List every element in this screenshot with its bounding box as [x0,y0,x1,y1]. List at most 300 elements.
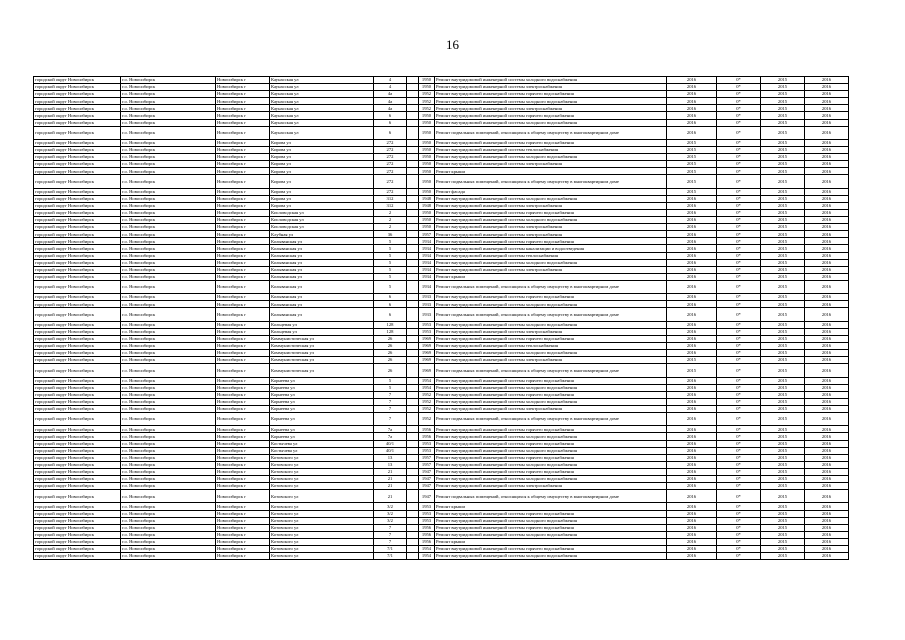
settlement-cell: Новосибирск г [216,357,270,364]
settlement-cell: Новосибирск г [216,405,270,412]
house-cell: 6 [374,119,407,126]
house-cell: 7 [374,538,407,545]
street-cell: Котовского ул [270,510,374,517]
year-cell: 1950 [419,210,435,217]
municipality-cell: городской округ Новосибирск [34,217,121,224]
settlement-cell: Новосибирск г [216,147,270,154]
cost-cell: 0* [717,350,761,357]
work-type-cell: Ремонт подвальных помещений, относящихся к общему имуществу в многоквартирном доме [435,280,667,293]
year-cell: 1934 [419,280,435,293]
house-cell: 6 [374,308,407,321]
period-end-cell: 2016 [805,175,849,188]
street-cell: Котовского ул [270,553,374,560]
period-start-cell: 2015 [761,168,805,175]
year-cell: 1956 [419,426,435,433]
building-cell [407,210,419,217]
house-cell: 128 [374,321,407,328]
year-cell: 1950 [419,217,435,224]
settlement-cell: Новосибирск г [216,161,270,168]
street-cell: Костычева ул [270,440,374,447]
municipality-cell: городской округ Новосибирск [34,105,121,112]
table-row [34,538,849,545]
cost-cell: 0* [717,377,761,384]
street-cell: Кисловодская ул [270,224,374,231]
period-end-cell: 2016 [805,468,849,475]
work-type-cell: Ремонт внутридомовой инженерной системы горячего водоснабжения [435,546,667,553]
period-start-cell: 2015 [761,468,805,475]
settlement-cell: Новосибирск г [216,126,270,139]
period-start-cell: 2015 [761,538,805,545]
year-cell: 1954 [419,553,435,560]
period-end-cell: 2016 [805,161,849,168]
settlement-cell: Новосибирск г [216,468,270,475]
settlement-cell: Новосибирск г [216,210,270,217]
municipality-cell: городской округ Новосибирск [34,328,121,335]
work-type-cell: Ремонт внутридомовой инженерной системы электроснабжения [435,357,667,364]
municipality-cell: городской округ Новосибирск [34,266,121,273]
building-cell [407,328,419,335]
city-district-cell: г.о. Новосибирск [121,294,216,301]
cost-cell: 0* [717,84,761,91]
plan-year-cell: 2016 [667,231,717,238]
municipality-cell: городской округ Новосибирск [34,84,121,91]
city-district-cell: г.о. Новосибирск [121,238,216,245]
work-type-cell: Ремонт внутридомовой инженерной системы холодного водоснабжения [435,531,667,538]
street-cell: Костычева ул [270,447,374,454]
year-cell: 1950 [419,175,435,188]
municipality-cell: городской округ Новосибирск [34,195,121,202]
settlement-cell: Новосибирск г [216,224,270,231]
work-type-cell: Ремонт внутридомовой инженерной системы холодного водоснабжения [435,517,667,524]
plan-year-cell: 2015 [667,168,717,175]
building-cell [407,126,419,139]
street-cell: Котовского ул [270,483,374,490]
city-district-cell: г.о. Новосибирск [121,490,216,503]
work-type-cell: Ремонт внутридомовой инженерной системы электроснабжения [435,328,667,335]
cost-cell: 0* [717,147,761,154]
year-cell: 1950 [419,188,435,195]
settlement-cell: Новосибирск г [216,461,270,468]
plan-year-cell: 2015 [667,147,717,154]
work-type-cell: Ремонт внутридомовой инженерной системы электроснабжения [435,405,667,412]
building-cell [407,308,419,321]
period-end-cell: 2016 [805,105,849,112]
period-end-cell: 2016 [805,335,849,342]
table-row [34,384,849,391]
period-start-cell: 2015 [761,476,805,483]
work-type-cell: Ремонт внутридомовой инженерной системы холодного водоснабжения [435,476,667,483]
plan-year-cell: 2016 [667,335,717,342]
city-district-cell: г.о. Новосибирск [121,377,216,384]
municipality-cell: городской округ Новосибирск [34,280,121,293]
cost-cell: 0* [717,343,761,350]
year-cell: 1952 [419,105,435,112]
plan-year-cell: 2016 [667,98,717,105]
work-type-cell: Ремонт внутридомовой инженерной системы холодного водоснабжения [435,217,667,224]
cost-cell: 0* [717,454,761,461]
period-start-cell: 2015 [761,384,805,391]
period-end-cell: 2016 [805,294,849,301]
house-cell: 26 [374,357,407,364]
work-type-cell: Ремонт внутридомовой инженерной системы холодного водоснабжения [435,195,667,202]
period-start-cell: 2015 [761,398,805,405]
period-start-cell: 2015 [761,510,805,517]
city-district-cell: г.о. Новосибирск [121,301,216,308]
house-cell: 7 [374,398,407,405]
municipality-cell: городской округ Новосибирск [34,391,121,398]
plan-year-cell: 2016 [667,273,717,280]
settlement-cell: Новосибирск г [216,139,270,146]
city-district-cell: г.о. Новосибирск [121,538,216,545]
building-cell [407,553,419,560]
period-end-cell: 2016 [805,461,849,468]
period-start-cell: 2015 [761,259,805,266]
period-end-cell: 2016 [805,343,849,350]
table-row [34,468,849,475]
work-type-cell: Ремонт внутридомовой инженерной системы холодного водоснабжения [435,259,667,266]
house-cell: 272 [374,188,407,195]
settlement-cell: Новосибирск г [216,343,270,350]
house-cell: 26 [374,350,407,357]
year-cell: 1950 [419,139,435,146]
table-row [34,84,849,91]
building-cell [407,476,419,483]
year-cell: 1953 [419,517,435,524]
street-cell: Корнеева ул [270,384,374,391]
work-type-cell: Ремонт внутридомовой инженерной системы горячего водоснабжения [435,377,667,384]
plan-year-cell: 2016 [667,510,717,517]
settlement-cell: Новосибирск г [216,391,270,398]
street-cell: Корнеева ул [270,433,374,440]
settlement-cell: Новосибирск г [216,77,270,84]
table-row [34,357,849,364]
plan-year-cell: 2015 [667,154,717,161]
year-cell: 1934 [419,273,435,280]
work-type-cell: Ремонт внутридомовой инженерной системы теплоснабжения [435,252,667,259]
building-cell [407,294,419,301]
plan-year-cell: 2016 [667,426,717,433]
plan-year-cell: 2016 [667,195,717,202]
building-cell [407,195,419,202]
period-start-cell: 2015 [761,405,805,412]
cost-cell: 0* [717,126,761,139]
municipality-cell: городской округ Новосибирск [34,490,121,503]
work-type-cell: Ремонт внутридомовой инженерной системы горячего водоснабжения [435,440,667,447]
house-cell: 7/1 [374,546,407,553]
settlement-cell: Новосибирск г [216,476,270,483]
building-cell [407,154,419,161]
street-cell: Котовского ул [270,476,374,483]
year-cell: 1957 [419,231,435,238]
street-cell: Колыванская ул [270,252,374,259]
municipality-cell: городской округ Новосибирск [34,531,121,538]
house-cell: 5 [374,238,407,245]
house-cell: 6 [374,112,407,119]
city-district-cell: г.о. Новосибирск [121,503,216,510]
street-cell: Каунасская ул [270,112,374,119]
municipality-cell: городской округ Новосибирск [34,546,121,553]
city-district-cell: г.о. Новосибирск [121,280,216,293]
work-type-cell: Ремонт внутридомовой инженерной системы горячего водоснабжения [435,238,667,245]
plan-year-cell: 2016 [667,517,717,524]
work-type-cell: Ремонт внутридомовой инженерной системы холодного водоснабжения [435,461,667,468]
cost-cell: 0* [717,503,761,510]
period-start-cell: 2015 [761,524,805,531]
building-cell [407,454,419,461]
table-row [34,426,849,433]
plan-year-cell: 2016 [667,77,717,84]
year-cell: 1953 [419,321,435,328]
city-district-cell: г.о. Новосибирск [121,154,216,161]
building-cell [407,147,419,154]
table-row [34,147,849,154]
period-end-cell: 2016 [805,447,849,454]
year-cell: 1947 [419,490,435,503]
municipality-cell: городской округ Новосибирск [34,426,121,433]
house-cell: 312 [374,202,407,209]
city-district-cell: г.о. Новосибирск [121,224,216,231]
plan-year-cell: 2016 [667,119,717,126]
house-cell: 128 [374,328,407,335]
plan-year-cell: 2015 [667,188,717,195]
year-cell: 1954 [419,546,435,553]
period-end-cell: 2016 [805,405,849,412]
year-cell: 1969 [419,357,435,364]
settlement-cell: Новосибирск г [216,301,270,308]
year-cell: 1952 [419,98,435,105]
work-type-cell: Ремонт внутридомовой инженерной системы холодного водоснабжения [435,433,667,440]
year-cell: 1953 [419,328,435,335]
period-start-cell: 2015 [761,503,805,510]
municipality-cell: городской округ Новосибирск [34,210,121,217]
table-row [34,447,849,454]
city-district-cell: г.о. Новосибирск [121,252,216,259]
year-cell: 1948 [419,202,435,209]
period-end-cell: 2016 [805,476,849,483]
period-end-cell: 2016 [805,224,849,231]
settlement-cell: Новосибирск г [216,202,270,209]
work-type-cell: Ремонт внутридомовой инженерной системы холодного водоснабжения [435,553,667,560]
building-cell [407,231,419,238]
period-start-cell: 2015 [761,433,805,440]
period-start-cell: 2015 [761,91,805,98]
work-type-cell: Ремонт внутридомовой инженерной системы холодного водоснабжения [435,119,667,126]
house-cell: 312 [374,195,407,202]
plan-year-cell: 2016 [667,308,717,321]
municipality-cell: городской округ Новосибирск [34,301,121,308]
city-district-cell: г.о. Новосибирск [121,398,216,405]
house-cell: 4а [374,105,407,112]
settlement-cell: Новосибирск г [216,308,270,321]
table-row [34,126,849,139]
settlement-cell: Новосибирск г [216,398,270,405]
street-cell: Кирова ул [270,168,374,175]
period-start-cell: 2015 [761,188,805,195]
work-type-cell: Ремонт подвальных помещений, относящихся к общему имуществу в многоквартирном доме [435,126,667,139]
table-row [34,308,849,321]
building-cell [407,273,419,280]
period-start-cell: 2015 [761,335,805,342]
work-type-cell: Ремонт внутридомовой инженерной системы холодного водоснабжения [435,154,667,161]
house-cell: 40/1 [374,447,407,454]
street-cell: Кирова ул [270,188,374,195]
plan-year-cell: 2016 [667,490,717,503]
settlement-cell: Новосибирск г [216,280,270,293]
building-cell [407,112,419,119]
year-cell: 1956 [419,524,435,531]
cost-cell: 0* [717,105,761,112]
municipality-cell: городской округ Новосибирск [34,168,121,175]
work-type-cell: Ремонт внутридомовой инженерной системы горячего водоснабжения [435,112,667,119]
municipality-cell: городской округ Новосибирск [34,405,121,412]
period-end-cell: 2016 [805,231,849,238]
city-district-cell: г.о. Новосибирск [121,350,216,357]
building-cell [407,426,419,433]
period-start-cell: 2015 [761,364,805,377]
city-district-cell: г.о. Новосибирск [121,147,216,154]
work-type-cell: Ремонт фасада [435,188,667,195]
building-cell [407,357,419,364]
period-start-cell: 2015 [761,175,805,188]
table-row [34,503,849,510]
street-cell: Корнеева ул [270,398,374,405]
period-start-cell: 2015 [761,357,805,364]
period-start-cell: 2015 [761,77,805,84]
settlement-cell: Новосибирск г [216,273,270,280]
period-end-cell: 2016 [805,195,849,202]
period-end-cell: 2016 [805,413,849,426]
period-start-cell: 2015 [761,273,805,280]
city-district-cell: г.о. Новосибирск [121,175,216,188]
street-cell: Каунасская ул [270,77,374,84]
street-cell: Котовского ул [270,454,374,461]
building-cell [407,105,419,112]
plan-year-cell: 2016 [667,321,717,328]
plan-year-cell: 2016 [667,343,717,350]
work-type-cell: Ремонт внутридомовой инженерной системы электроснабжения [435,161,667,168]
municipality-cell: городской округ Новосибирск [34,294,121,301]
period-end-cell: 2016 [805,168,849,175]
table-row [34,294,849,301]
table-row [34,188,849,195]
municipality-cell: городской округ Новосибирск [34,553,121,560]
plan-year-cell: 2015 [667,357,717,364]
period-end-cell: 2016 [805,280,849,293]
year-cell: 1950 [419,126,435,139]
house-cell: 13 [374,461,407,468]
plan-year-cell: 2016 [667,350,717,357]
year-cell: 1954 [419,384,435,391]
period-start-cell: 2015 [761,301,805,308]
year-cell: 1933 [419,308,435,321]
city-district-cell: г.о. Новосибирск [121,335,216,342]
cost-cell: 0* [717,413,761,426]
settlement-cell: Новосибирск г [216,259,270,266]
period-end-cell: 2016 [805,433,849,440]
city-district-cell: г.о. Новосибирск [121,77,216,84]
cost-cell: 0* [717,259,761,266]
building-cell [407,510,419,517]
street-cell: Кольцевая ул [270,321,374,328]
cost-cell: 0* [717,168,761,175]
settlement-cell: Новосибирск г [216,175,270,188]
street-cell: Колыванская ул [270,245,374,252]
table-row [34,490,849,503]
municipality-cell: городской округ Новосибирск [34,335,121,342]
table-row [34,433,849,440]
work-type-cell: Ремонт внутридомовой инженерной системы электроснабжения [435,231,667,238]
city-district-cell: г.о. Новосибирск [121,510,216,517]
settlement-cell: Новосибирск г [216,440,270,447]
building-cell [407,364,419,377]
table-row [34,224,849,231]
table-row [34,454,849,461]
period-end-cell: 2016 [805,426,849,433]
plan-year-cell: 2016 [667,328,717,335]
table-row [34,413,849,426]
table-row [34,77,849,84]
settlement-cell: Новосибирск г [216,231,270,238]
cost-cell: 0* [717,364,761,377]
settlement-cell: Новосибирск г [216,266,270,273]
table-row [34,112,849,119]
street-cell: Корнеева ул [270,426,374,433]
period-end-cell: 2016 [805,553,849,560]
city-district-cell: г.о. Новосибирск [121,517,216,524]
work-type-cell: Ремонт внутридомовой инженерной системы холодного водоснабжения [435,77,667,84]
period-start-cell: 2015 [761,426,805,433]
year-cell: 1969 [419,350,435,357]
cost-cell: 0* [717,266,761,273]
work-type-cell: Ремонт внутридомовой инженерной системы холодного водоснабжения [435,98,667,105]
year-cell: 1950 [419,84,435,91]
settlement-cell: Новосибирск г [216,84,270,91]
table-row [34,391,849,398]
cost-cell: 0* [717,139,761,146]
table-row [34,517,849,524]
street-cell: Каунасская ул [270,84,374,91]
period-start-cell: 2015 [761,483,805,490]
period-start-cell: 2015 [761,224,805,231]
plan-year-cell: 2016 [667,294,717,301]
cost-cell: 0* [717,384,761,391]
city-district-cell: г.о. Новосибирск [121,328,216,335]
work-type-cell: Ремонт внутридомовой инженерной системы горячего водоснабжения [435,294,667,301]
period-end-cell: 2016 [805,503,849,510]
settlement-cell: Новосибирск г [216,112,270,119]
year-cell: 1950 [419,119,435,126]
municipality-cell: городской округ Новосибирск [34,343,121,350]
settlement-cell: Новосибирск г [216,364,270,377]
plan-year-cell: 2016 [667,238,717,245]
city-district-cell: г.о. Новосибирск [121,531,216,538]
building-cell [407,546,419,553]
settlement-cell: Новосибирск г [216,217,270,224]
period-start-cell: 2015 [761,195,805,202]
municipality-cell: городской округ Новосибирск [34,175,121,188]
municipality-cell: городской округ Новосибирск [34,476,121,483]
municipality-cell: городской округ Новосибирск [34,231,121,238]
city-district-cell: г.о. Новосибирск [121,188,216,195]
period-start-cell: 2015 [761,217,805,224]
period-start-cell: 2015 [761,553,805,560]
year-cell: 1933 [419,294,435,301]
building-cell [407,252,419,259]
plan-year-cell: 2016 [667,377,717,384]
period-start-cell: 2015 [761,84,805,91]
house-cell: 3/2 [374,517,407,524]
municipality-cell: городской округ Новосибирск [34,461,121,468]
